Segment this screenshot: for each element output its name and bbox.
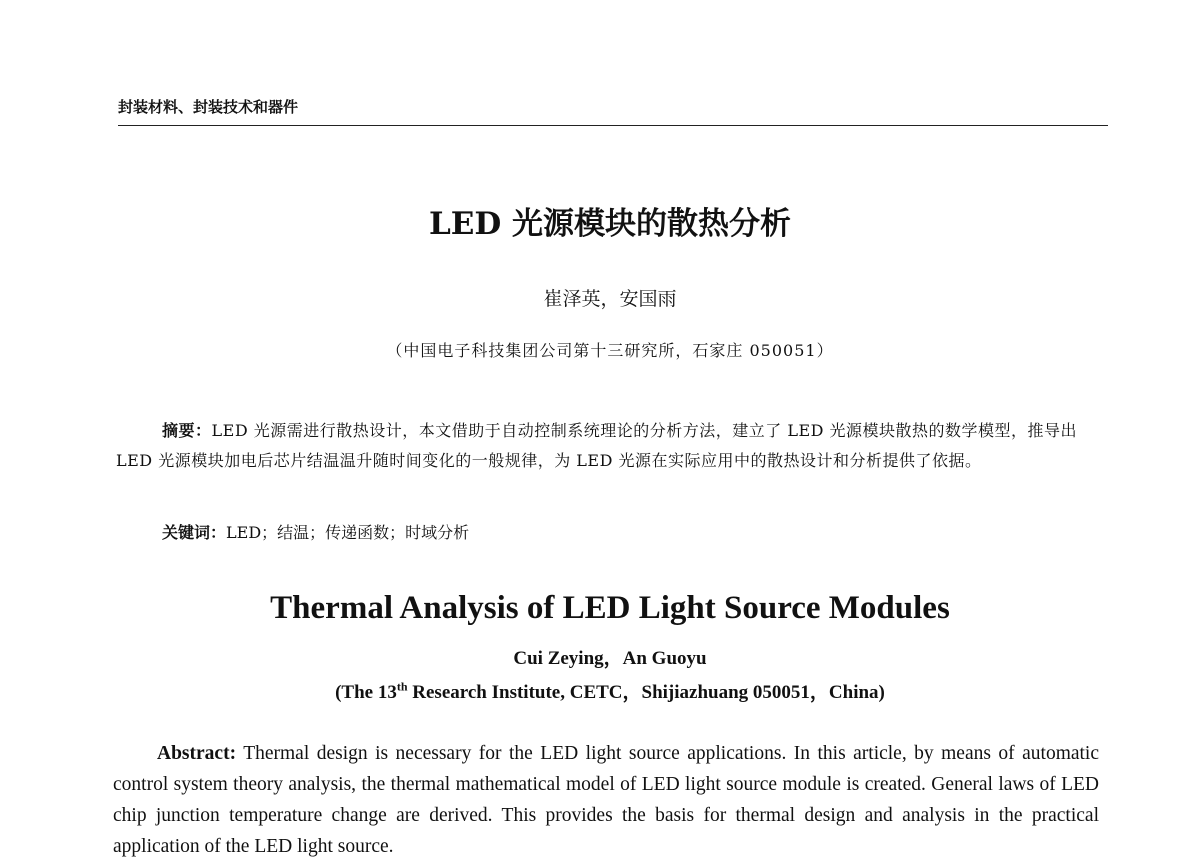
english-affiliation-sup: th xyxy=(396,679,408,694)
english-abstract-text: Thermal design is necessary for the LED light source applications. In this article, by means of automatic control system theory analysis, the thermal mathematical model of LED light source module is created. General laws of LED chip junction temperature change are derived. This provides the basis for thermal design and analysis in the practical application of the LED light source. xyxy=(113,743,1100,857)
english-affiliation-pre: (The 13 xyxy=(335,682,397,703)
chinese-keywords-text: LED；结温；传递函数；时域分析 xyxy=(226,523,470,542)
english-affiliation xyxy=(0,677,1200,704)
english-abstract xyxy=(113,738,1099,862)
chinese-keywords xyxy=(162,520,1102,543)
running-head: 封装材料、封装技术和器件 xyxy=(118,96,1108,126)
english-abstract-label: Abstract: xyxy=(157,743,237,764)
english-authors: Cui Zeying，An Guoyu xyxy=(513,648,707,669)
chinese-abstract xyxy=(116,416,1106,476)
chinese-abstract-text: LED 光源需进行散热设计，本文借助于自动控制系统理论的分析方法，建立了 LED 光源模块散热的数学模型，推导出 LED 光源模块加电后芯片结温温升随时间变化的一般规律，为 LED 光源在实际应用中的散热设计和分析提供了依据。 xyxy=(116,421,1078,470)
chinese-keywords-label: 关键词： xyxy=(162,523,227,542)
chinese-title: LED 光源模块的散热分析 xyxy=(428,206,792,242)
english-affiliation-post: Research Institute, CETC，Shijiazhuang 050051，China) xyxy=(407,682,885,703)
english-title: Thermal Analysis of LED Light Source Modules xyxy=(270,590,950,626)
chinese-abstract-label: 摘要： xyxy=(162,421,212,440)
chinese-affiliation: （中国电子科技集团公司第十三研究所，石家庄 050051） xyxy=(386,341,834,360)
chinese-authors: 崔泽英，安国雨 xyxy=(543,288,677,310)
